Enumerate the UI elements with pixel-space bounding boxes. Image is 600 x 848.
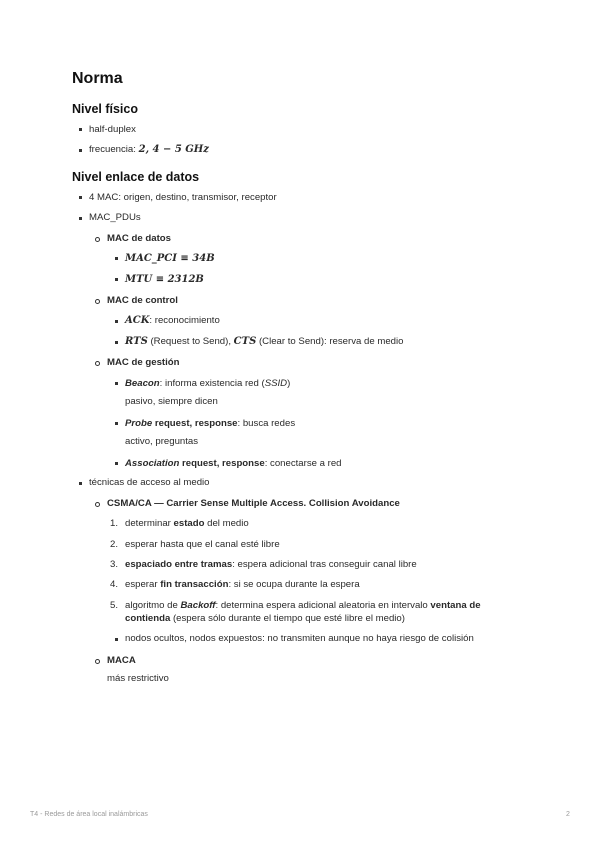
bullet [115,278,118,281]
bullet [79,482,82,485]
bullet [115,257,118,260]
formula-mtu: MTU ≡ 2312B [125,274,204,285]
list-item: ACK: reconocimiento [125,315,220,326]
list-item: técnicas de acceso al medio [89,477,210,488]
step-item: espaciado entre tramas: espera adicional tras conseguir canal libre [125,559,417,570]
step-number: 1. [110,518,119,529]
list-item: Association request, response: conectarse a red [125,458,342,469]
list-item-note: activo, preguntas [125,436,199,447]
list-item-note: más restrictivo [107,673,169,684]
list-item: MAC_PDUs [89,212,141,223]
list-item: MAC de datos [107,233,171,244]
bullet [115,341,118,344]
bullet [115,422,118,425]
list-item: Beacon: informa existencia red (SSID) [125,378,291,389]
step-item: algoritmo de Backoff: determina espera adicional aleatoria en intervalo ventana de [125,600,481,611]
bullet [115,638,118,641]
bullet [95,299,100,304]
list-item [125,273,204,286]
list-item: nodos ocultos, nodos expuestos: no transmiten aunque no haya riesgo de colisión [125,633,474,644]
step-number: 4. [110,579,119,590]
step-number: 2. [110,539,119,550]
page-title: Norma [72,70,123,87]
bullet [95,659,100,664]
list-item-note: pasivo, siempre dicen [125,396,218,407]
step-number: 3. [110,559,119,570]
bullet [115,382,118,385]
bullet [79,196,82,199]
bullet [95,361,100,366]
list-item: MAC de gestión [107,357,180,368]
page-number: 2 [566,811,570,818]
formula-frequency: 2, 4 − 5 GHz [138,144,209,155]
bullet [79,128,82,131]
heading-nivel-fisico: Nivel físico [72,102,138,116]
bullet [115,462,118,465]
list-item: MAC de control [107,295,178,306]
step-item: esperar fin transacción: si se ocupa durante la espera [125,579,360,590]
bullet [95,502,100,507]
step-item-continued: contienda (espera sólo durante el tiempo que esté libre el medio) [125,613,405,624]
formula-pci: MAC_PCI ≡ 34B [125,253,215,264]
step-number: 5. [110,600,119,611]
step-item: esperar hasta que el canal esté libre [125,539,280,550]
list-item [125,252,215,265]
bullet [79,217,82,220]
list-item: CSMA/CA — Carrier Sense Multiple Access. Collision Avoidance [107,498,400,509]
step-item: determinar estado del medio [125,518,249,529]
footer-title: T4 - Redes de área local inalámbricas [30,811,148,818]
bullet [79,149,82,152]
list-item: 4 MAC: origen, destino, transmisor, receptor [89,192,277,203]
list-item: half-duplex [89,124,136,135]
bullet [115,320,118,323]
list-item: frecuencia: 2, 4 − 5 GHz [89,144,209,155]
list-item: Probe request, response: busca redes [125,418,296,429]
heading-nivel-enlace: Nivel enlace de datos [72,170,200,184]
list-item: RTS (Request to Send), CTS (Clear to Send): reserva de medio [125,336,404,347]
bullet [95,237,100,242]
list-item: MACA [107,655,136,666]
